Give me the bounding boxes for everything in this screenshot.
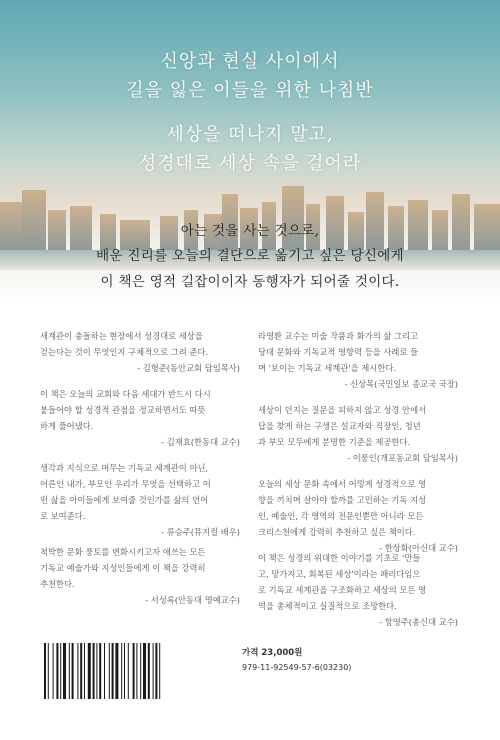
endorsement-author: - 서성록(안동대 명예교수) [145,595,240,605]
endorsement [258,402,458,464]
endorsement-text-line: 붙들어야 할 성경적 관점을 정교하면서도 따뜻 [40,405,206,415]
endorsement-author: - 이풍인(개포동교회 담임목사) [347,453,458,463]
price-label: 가격 23,000원 [242,648,303,658]
endorsement [40,460,240,538]
endorsement-text-line: 걷는다는 것이 무엇인지 구체적으로 그려 준다. [40,347,209,357]
endorsement-text-line: 라영환 교수는 미술 작품과 화가의 삶 그리고 [258,331,419,341]
endorsement-author: - 한상화(아신대 교수) [379,543,458,553]
endorsement-text-line: 로 보여준다. [40,511,86,521]
endorsement [40,544,240,606]
endorsement-text-line: 로 기독교 세계관을 구조화하고 세상의 모든 영 [258,585,427,595]
endorsement-text-line: 떤 삶을 아이들에게 보여줄 것인가를 삶의 언어 [40,495,209,505]
endorsement-author: - 함영주(총신대 교수) [379,617,458,627]
endorsement-text-line: 향을 끼치며 살아야 할까를 고민하는 기독 지성 [258,495,427,505]
endorsement-text-line: 당대 문화와 기독교적 영향력 등을 사례로 들 [258,347,419,357]
endorsement-text-line: 세계관이 충돌하는 현장에서 성경대로 세상을 [40,331,203,341]
hero-sub-line-1: 아는 것을 사는 것으로, [180,223,320,239]
endorsement-text-line: 답을 찾게 하는 구생은 설교자와 직장인, 청년 [258,421,421,431]
endorsement-text-line: 척박한 문화 풍토를 변화시키고자 애쓰는 모든 [40,547,206,557]
hero-sub-line-2: 배운 진리를 오늘의 결단으로 옮기고 싶은 당신에게 [96,248,404,264]
hero-title-line-2: 길을 잃은 이들을 위한 나침반 [126,80,374,101]
endorsement-text-line: 하게 풀어냈다. [40,421,94,431]
endorsement-text-line: 역을 총체적이고 실질적으로 조망한다. [258,601,397,611]
endorsement-text-line: 세상이 던지는 질문을 피하지 않고 성경 안에서 [258,405,427,415]
endorsement-text-line: 오늘의 세상 문화 속에서 어떻게 성경적으로 영 [258,479,427,489]
endorsement-author: - 류승주(뮤지컬 배우) [161,527,240,537]
endorsement-text-line: 기독교 예술가와 지성인들에게 이 책을 강력히 [40,563,206,573]
isbn-number: 979-11-92549-57-6(03230) [242,663,352,672]
endorsement-text-line: 이 책은 오늘의 교회와 다음 세대가 반드시 다시 [40,389,211,399]
endorsement-author: - 김형준(동안교회 담임목사) [137,363,240,373]
hero-slogan-line-2: 성경대로 세상 속을 걸어라 [138,153,362,174]
endorsement-text-line: 크리스천에게 강력히 추천하고 싶은 책이다. [258,527,416,537]
endorsement [40,386,240,448]
endorsement-text-line: 생각과 지식으로 머무는 기독교 세계관이 아닌, [40,463,209,473]
endorsement-author: - 김재효(한동대 교수) [161,437,240,447]
cover-hero-image [0,0,500,305]
endorsement [258,476,458,554]
endorsement-text-line: 추천한다. [40,579,75,589]
endorsement [40,328,240,374]
endorsement-text-line: 이 책은 성경의 위대한 이야기를 기초로 '만들 [258,553,421,563]
endorsement [258,550,458,628]
hero-sub-line-3: 이 책은 영적 길잡이이자 동행자가 되어줄 것이다. [100,274,400,290]
isbn-barcode [40,640,208,702]
endorsement [258,328,458,390]
hero-slogan-line-1: 세상을 떠나지 말고, [166,124,334,145]
hero-title-line-1: 신앙과 현실 사이에서 [160,51,340,72]
back-cover-info [40,640,460,702]
endorsement-text-line: 며 '보이는 기독교 세계관'을 제시한다. [258,363,396,373]
endorsement-author: - 신상목(국민일보 종교국 국장) [344,379,458,389]
endorsement-text-line: 고, 망가지고, 회복된 세상'이라는 패러다임으 [258,569,421,579]
endorsement-text-line: 어른인 내가, 부모인 우리가 무엇을 선택하고 어 [40,479,211,489]
endorsement-text-line: 과 부모 모두에게 분명한 기준을 제공한다. [258,437,411,447]
endorsement-text-line: 인, 예술인, 각 영역의 전문인뿐만 아니라 모든 [258,511,424,521]
